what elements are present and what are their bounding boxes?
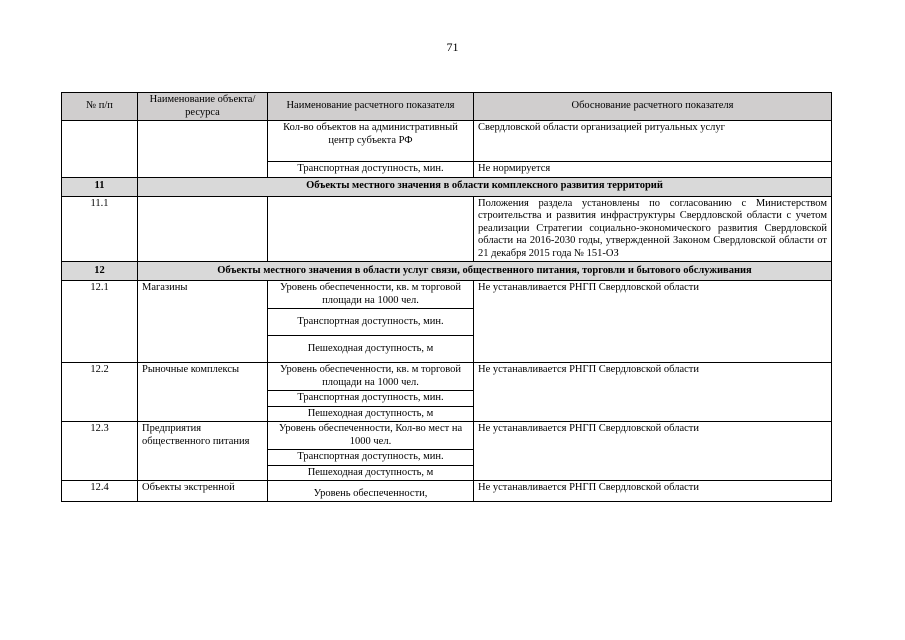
object-cell: Предприятия общественного питания xyxy=(138,422,268,481)
indicator-cell: Транспортная доступность, мин. xyxy=(268,162,474,178)
object-cell: Рыночные комплексы xyxy=(138,363,268,422)
num-cell xyxy=(62,121,138,178)
indicator-cell: Пешеходная доступность, м xyxy=(268,465,474,481)
indicator-cell: Уровень обеспеченности, Кол-во мест на 1000 чел. xyxy=(268,422,474,450)
indicator-cell xyxy=(268,196,474,262)
object-cell xyxy=(138,121,268,178)
page-number: 71 xyxy=(446,40,459,54)
table-row xyxy=(62,363,832,391)
indicator-cell: Транспортная доступность, мин. xyxy=(268,309,474,336)
section-num: 11 xyxy=(62,177,138,196)
header-indicator: Наименование расчетного показателя xyxy=(268,93,474,121)
num-cell: 12.3 xyxy=(62,422,138,481)
justification-cell: Не устанавливается РНГП Свердловской области xyxy=(474,481,832,502)
num-cell: 12.4 xyxy=(62,481,138,502)
justification-cell: Не устанавливается РНГП Свердловской области xyxy=(474,422,832,481)
indicator-cell: Кол-во объектов на административный центр субъекта РФ xyxy=(268,121,474,162)
table-row xyxy=(62,121,832,162)
justification-cell: Не устанавливается РНГП Свердловской области xyxy=(474,281,832,363)
table-row xyxy=(62,281,832,309)
section-row-12 xyxy=(62,262,832,281)
section-row-11 xyxy=(62,177,832,196)
indicator-cell: Уровень обеспеченности, кв. м торговой площади на 1000 чел. xyxy=(268,281,474,309)
indicators-table xyxy=(61,92,832,502)
header-justification: Обоснование расчетного показателя xyxy=(474,93,832,121)
justification-cell: Не нормируется xyxy=(474,162,832,178)
indicator-cell: Пешеходная доступность, м xyxy=(268,336,474,363)
justification-cell: Не устанавливается РНГП Свердловской области xyxy=(474,363,832,422)
section-title: Объекты местного значения в области комплексного развития территорий xyxy=(138,177,832,196)
table-header-row xyxy=(62,93,832,121)
object-cell xyxy=(138,196,268,262)
indicator-cell: Пешеходная доступность, м xyxy=(268,406,474,422)
table-row xyxy=(62,481,832,502)
object-cell: Объекты экстренной xyxy=(138,481,268,502)
section-num: 12 xyxy=(62,262,138,281)
indicator-cell: Уровень обеспеченности, кв. м торговой площади на 1000 чел. xyxy=(268,363,474,391)
num-cell: 12.1 xyxy=(62,281,138,363)
header-num: № п/п xyxy=(62,93,138,121)
justification-cell: Свердловской области организацией ритуальных услуг xyxy=(474,121,832,162)
object-cell: Магазины xyxy=(138,281,268,363)
indicator-cell: Транспортная доступность, мин. xyxy=(268,450,474,466)
indicator-cell: Транспортная доступность, мин. xyxy=(268,391,474,407)
num-cell: 11.1 xyxy=(62,196,138,262)
table-row xyxy=(62,196,832,262)
header-object: Наименование объекта/ресурса xyxy=(138,93,268,121)
indicator-cell: Уровень обеспеченности, xyxy=(268,481,474,502)
table-row xyxy=(62,422,832,450)
justification-cell: Положения раздела установлены по согласованию с Министерством строительства и развития инфраструктуры Свердловской области с учетом реализации Стратегии социально-экономического развития Свердловской области на 2016-2030 годы, утвержденной Законом Свердловской области от 21 декабря 2015 года № 151-ОЗ xyxy=(474,196,832,262)
section-title: Объекты местного значения в области услуг связи, общественного питания, торговли и бытового обслуживания xyxy=(138,262,832,281)
num-cell: 12.2 xyxy=(62,363,138,422)
